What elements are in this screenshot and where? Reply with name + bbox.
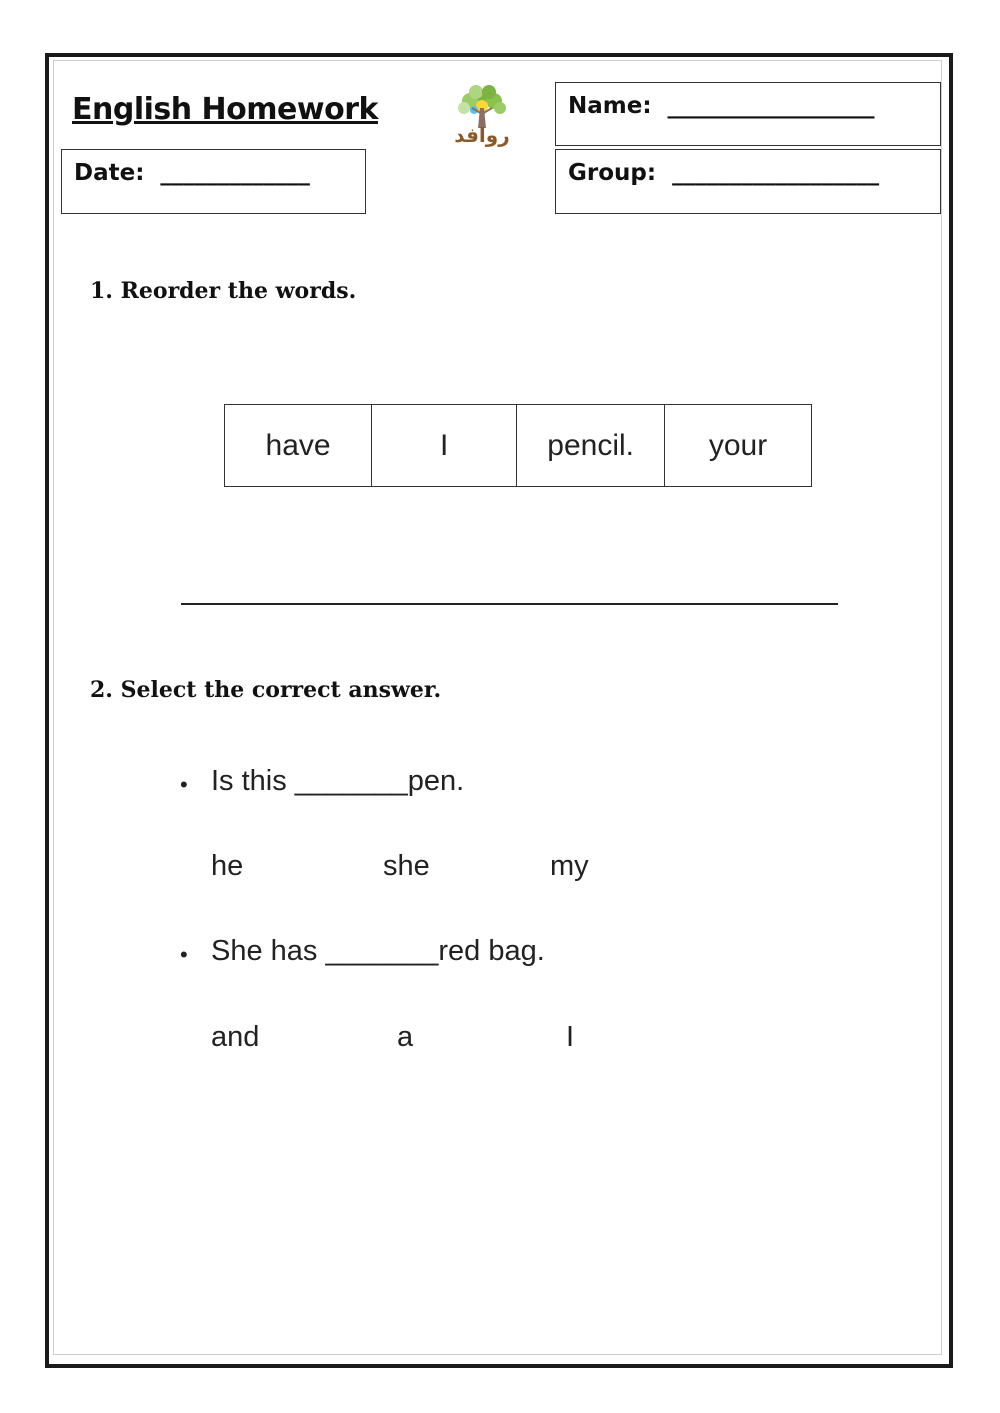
word-cell[interactable]: your [665,405,812,487]
group-label: Group: __________________ [568,160,880,186]
logo-text: روافد [454,123,510,147]
bullet-icon: • [180,942,188,967]
option-I[interactable]: I [566,1021,575,1053]
tree-logo-icon [432,84,532,148]
bullet-icon: • [180,772,188,797]
school-logo [432,84,532,148]
word-cell[interactable]: have [225,405,372,487]
option-and[interactable]: and [211,1021,260,1053]
worksheet-title: English Homework [72,92,378,127]
page-inner-border [53,60,942,1355]
date-label: Date: _____________ [74,160,310,186]
option-he[interactable]: he [211,850,244,882]
group-field-box[interactable] [555,149,941,214]
word-cell[interactable]: pencil. [517,405,665,487]
word-cell[interactable]: I [372,405,517,487]
option-my[interactable]: my [550,850,589,882]
question-1-title: 1. Reorder the words. [90,278,357,304]
name-field-box[interactable] [555,82,941,146]
option-a[interactable]: a [397,1021,414,1053]
answer-line[interactable] [181,603,838,605]
question-2-title: 2. Select the correct answer. [90,677,442,703]
option-she[interactable]: she [383,850,430,882]
question-2-item-2-sentence: She has _______red bag. [211,935,545,967]
date-field-box[interactable] [61,149,366,214]
question-2-item-1-sentence: Is this _______pen. [211,765,465,797]
name-label: Name: __________________ [568,93,875,119]
word-reorder-table [224,404,812,487]
